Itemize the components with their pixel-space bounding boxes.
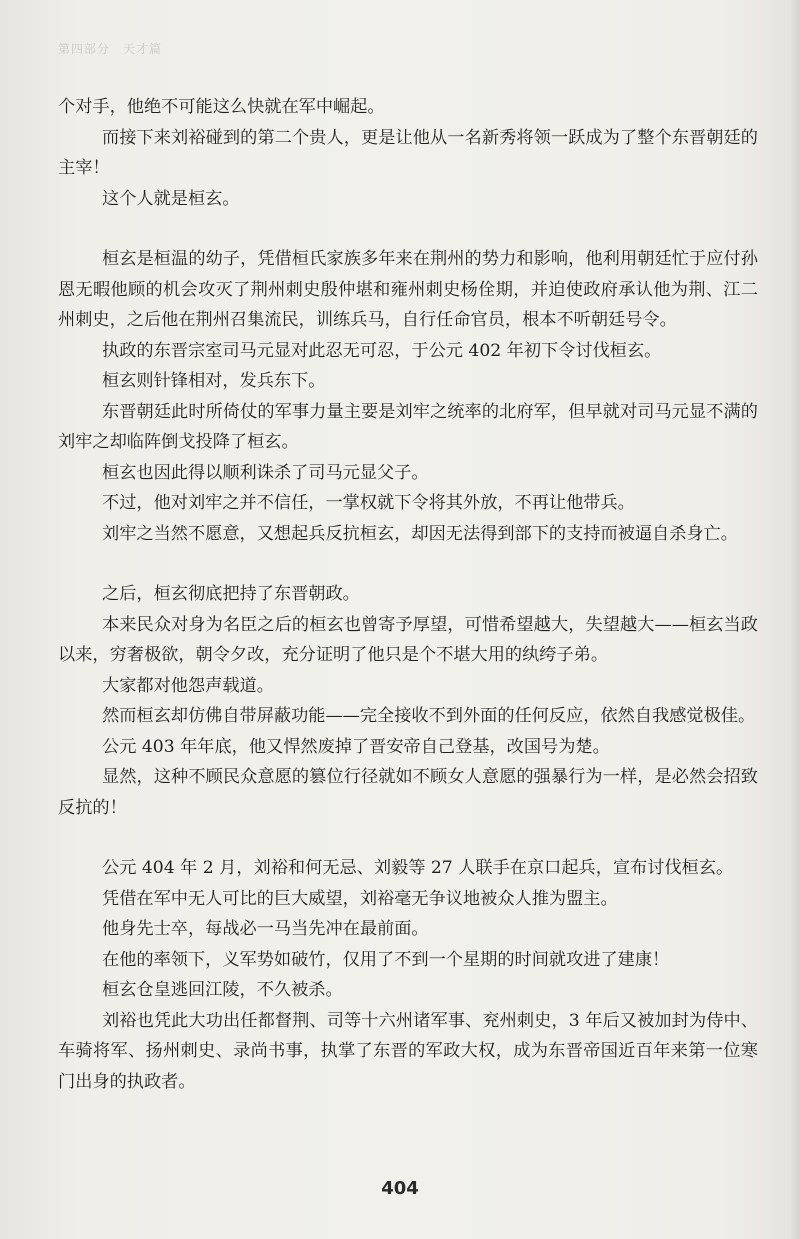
paragraph: 个对手，他绝不可能这么快就在军中崛起。 (58, 97, 385, 117)
page-edge-shadow (790, 0, 800, 1239)
section-break (58, 823, 758, 853)
paragraph: 东晋朝廷此时所倚仗的军事力量主要是刘牢之统率的北府军，但早就对司马元显不满的刘牢之却临阵倒戈投降了桓玄。 (58, 401, 758, 452)
paragraph: 桓玄也因此得以顺利诛杀了司马元显父子。 (102, 462, 429, 483)
paragraph: 执政的东晋宗室司马元显对此忍无可忍，于公元 402 年初下令讨伐桓玄。 (102, 340, 662, 361)
paragraph: 公元 404 年 2 月，刘裕和何无忌、刘毅等 27 人联手在京口起兵，宣布讨伐桓玄。 (102, 858, 734, 878)
paragraph: 他身先士卒，每战必一马当先冲在最前面。 (102, 919, 429, 939)
running-header: 第四部分 天才篇 (58, 42, 163, 56)
paragraph: 这个人就是桓玄。 (102, 188, 240, 209)
paragraph: 刘裕也凭此大功出任都督荆、司等十六州诸军事、兖州刺史，3 年后又被加封为侍中、车骑将军、扬州刺史、录尚书事，执掌了东晋的军政大权，成为东晋帝国近百年来第一位寒门出身的执政者。 (58, 1010, 758, 1092)
paragraph: 凭借在军中无人可比的巨大威望，刘裕毫无争议地被众人推为盟主。 (102, 888, 618, 909)
paragraph: 之后，桓玄彻底把持了东晋朝政。 (102, 584, 360, 604)
paragraph: 然而桓玄却仿佛自带屏蔽功能——完全接收不到外面的任何反应，依然自我感觉极佳。 (102, 706, 756, 726)
section-break (58, 549, 758, 579)
paragraph: 显然，这种不顾民众意愿的篡位行径就如不顾女人意愿的强暴行为一样，是必然会招致反抗的！ (58, 767, 758, 818)
page-body (58, 92, 758, 1097)
paragraph: 桓玄是桓温的幼子，凭借桓氏家族多年来在荆州的势力和影响，他利用朝廷忙于应付孙恩无暇他顾的机会攻灭了荆州刺史殷仲堪和雍州刺史杨佺期，并迫使政府承认他为荆、江二州刺史，之后他在荆州召集流民，训练兵马，自行任命官员，根本不听朝廷号令。 (58, 249, 758, 330)
paragraph: 本来民众对身为名臣之后的桓玄也曾寄予厚望，可惜希望越大，失望越大——桓玄当政以来，穷奢极欲，朝令夕改，充分证明了他只是个不堪大用的纨绔子弟。 (58, 614, 758, 665)
paragraph: 刘牢之当然不愿意，又想起兵反抗桓玄，却因无法得到部下的支持而被逼自杀身亡。 (102, 523, 738, 544)
paragraph: 不过，他对刘牢之并不信任，一掌权就下令将其外放，不再让他带兵。 (102, 493, 635, 513)
paragraph: 在他的率领下，义军势如破竹，仅用了不到一个星期的时间就攻进了建康！ (102, 949, 670, 970)
section-break (58, 214, 758, 244)
paragraph: 而接下来刘裕碰到的第二个贵人，更是让他从一名新秀将领一跃成为了整个东晋朝廷的主宰！ (58, 127, 758, 178)
paragraph: 大家都对他怨声载道。 (102, 675, 274, 696)
paragraph: 桓玄则针锋相对，发兵东下。 (102, 371, 326, 391)
page-number: 404 (381, 1178, 419, 1199)
paragraph: 桓玄仓皇逃回江陵，不久被杀。 (102, 980, 343, 1000)
paragraph: 公元 403 年年底，他又悍然废掉了晋安帝自己登基，改国号为楚。 (102, 736, 610, 757)
